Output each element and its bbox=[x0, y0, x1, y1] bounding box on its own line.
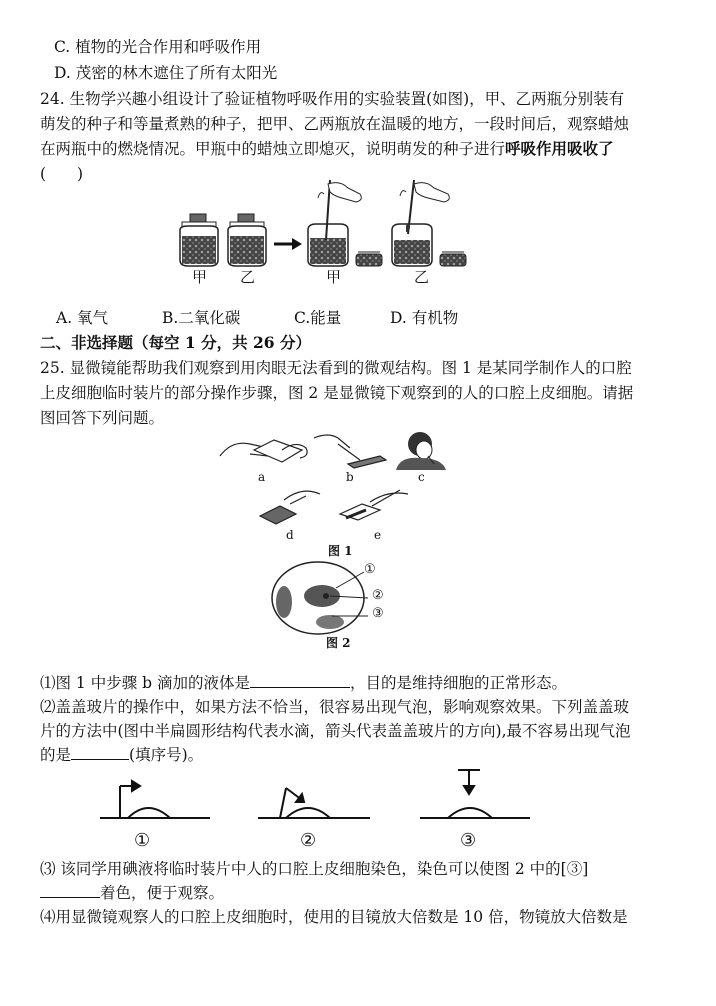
method-3-drawing bbox=[420, 770, 530, 818]
q24-stem-line3: 在两瓶中的燃烧情况。甲瓶中的蜡烛立即熄灭，说明萌发的种子进行呼吸作用吸收了 bbox=[40, 139, 614, 158]
fig2-marker-3: ③ bbox=[372, 606, 384, 621]
section-title: 二、非选择题（每空 1 分，共 26 分） bbox=[40, 333, 311, 352]
jar-yi-closed bbox=[228, 214, 266, 266]
method-label-1: ① bbox=[134, 830, 151, 851]
step-label-a: a bbox=[258, 470, 266, 484]
q25-sub2-line3: 的是 (填序号)。 bbox=[40, 746, 204, 764]
step-label-c: c bbox=[418, 470, 425, 484]
q23-option-d: D. 茂密的林木遮住了所有太阳光 bbox=[54, 64, 278, 82]
method-1-drawing bbox=[100, 781, 210, 818]
q23-option-c: C. 植物的光合作用和呼吸作用 bbox=[54, 38, 262, 56]
q24-stem-line1: 24. 生物学兴趣小组设计了验证植物呼吸作用的实验装置(如图)，甲、乙两瓶分别装有 bbox=[40, 90, 625, 108]
jar-jia-open-candle bbox=[308, 180, 382, 266]
step-label-e: e bbox=[374, 528, 382, 542]
q25-stem-line3: 图回答下列问题。 bbox=[40, 409, 165, 427]
q24-stem-line2: 萌发的种子和等量煮熟的种子，把甲、乙两瓶放在温暖的地方，一段时间后，观察蜡烛 bbox=[40, 115, 630, 133]
q25-sub1-blank[interactable] bbox=[250, 673, 350, 688]
jar-jia-closed bbox=[180, 214, 218, 266]
jar-label-3: 甲 bbox=[326, 268, 342, 286]
jar-yi-open-candle bbox=[392, 180, 466, 266]
q25-sub3-blank[interactable] bbox=[40, 883, 100, 898]
jar-label-2: 乙 bbox=[240, 268, 256, 286]
method-label-3: ③ bbox=[460, 830, 477, 851]
q25-stem-line2: 上皮细胞临时装片的部分操作步骤，图 2 是显微镜下观察到的人的口腔上皮细胞。请据 bbox=[40, 384, 634, 402]
q25-sub4-line1: ⑷用显微镜观察人的口腔上皮细胞时，使用的目镜放大倍数是 10 倍，物镜放大倍数是 bbox=[40, 908, 628, 926]
figure-1-caption: 图 1 bbox=[328, 544, 353, 558]
q25-sub2-line1: ⑵盖盖玻片的操作中，如果方法不恰当，很容易出现气泡，影响观察效果。下列盖盖玻 bbox=[40, 698, 630, 716]
jar-label-1: 甲 bbox=[192, 268, 208, 286]
q25-sub2-blank[interactable] bbox=[71, 745, 129, 760]
jar-label-4: 乙 bbox=[414, 268, 430, 286]
step-d-drawing bbox=[260, 491, 320, 524]
step-e-drawing bbox=[340, 490, 408, 520]
coverslip-methods-diagram bbox=[90, 768, 530, 832]
method-label-2: ② bbox=[300, 830, 317, 851]
q24-option-b: B.二氧化碳 bbox=[162, 309, 241, 327]
step-c-drawing bbox=[396, 432, 446, 470]
step-b-drawing bbox=[314, 435, 386, 468]
fig2-marker-1: ① bbox=[364, 562, 376, 577]
q24-option-d: D. 有机物 bbox=[390, 309, 459, 327]
q25-sub3-line1: ⑶ 该同学用碘液将临时装片中人的口腔上皮细胞染色，染色可以使图 2 中的[③] bbox=[40, 860, 589, 878]
step-a-drawing bbox=[220, 440, 307, 462]
figure-2-caption: 图 2 bbox=[326, 636, 351, 650]
figure-1-steps bbox=[210, 430, 460, 550]
q25-sub3-line2: 着色，便于观察。 bbox=[40, 882, 224, 904]
q25-sub1: ⑴图 1 中步骤 b 滴加的液体是 ，目的是维持细胞的正常形态。 bbox=[40, 674, 568, 692]
method-2-drawing bbox=[258, 788, 370, 818]
step-label-b: b bbox=[346, 470, 354, 484]
q24-option-a: A. 氧气 bbox=[56, 309, 109, 327]
q25-sub2-line2: 片的方法中(图中半扁圆形结构代表水滴，箭头代表盖盖玻片的方向),最不容易出现气泡 bbox=[40, 722, 631, 740]
step-label-d: d bbox=[286, 528, 294, 542]
q24-option-c: C.能量 bbox=[294, 309, 342, 327]
q24-answer-paren: ( ) bbox=[40, 165, 84, 183]
q25-stem-line1: 25. 显微镜能帮助我们观察到用肉眼无法看到的微观结构。图 1 是某同学制作人的口腔 bbox=[40, 359, 632, 377]
fig2-marker-2: ② bbox=[372, 588, 384, 603]
